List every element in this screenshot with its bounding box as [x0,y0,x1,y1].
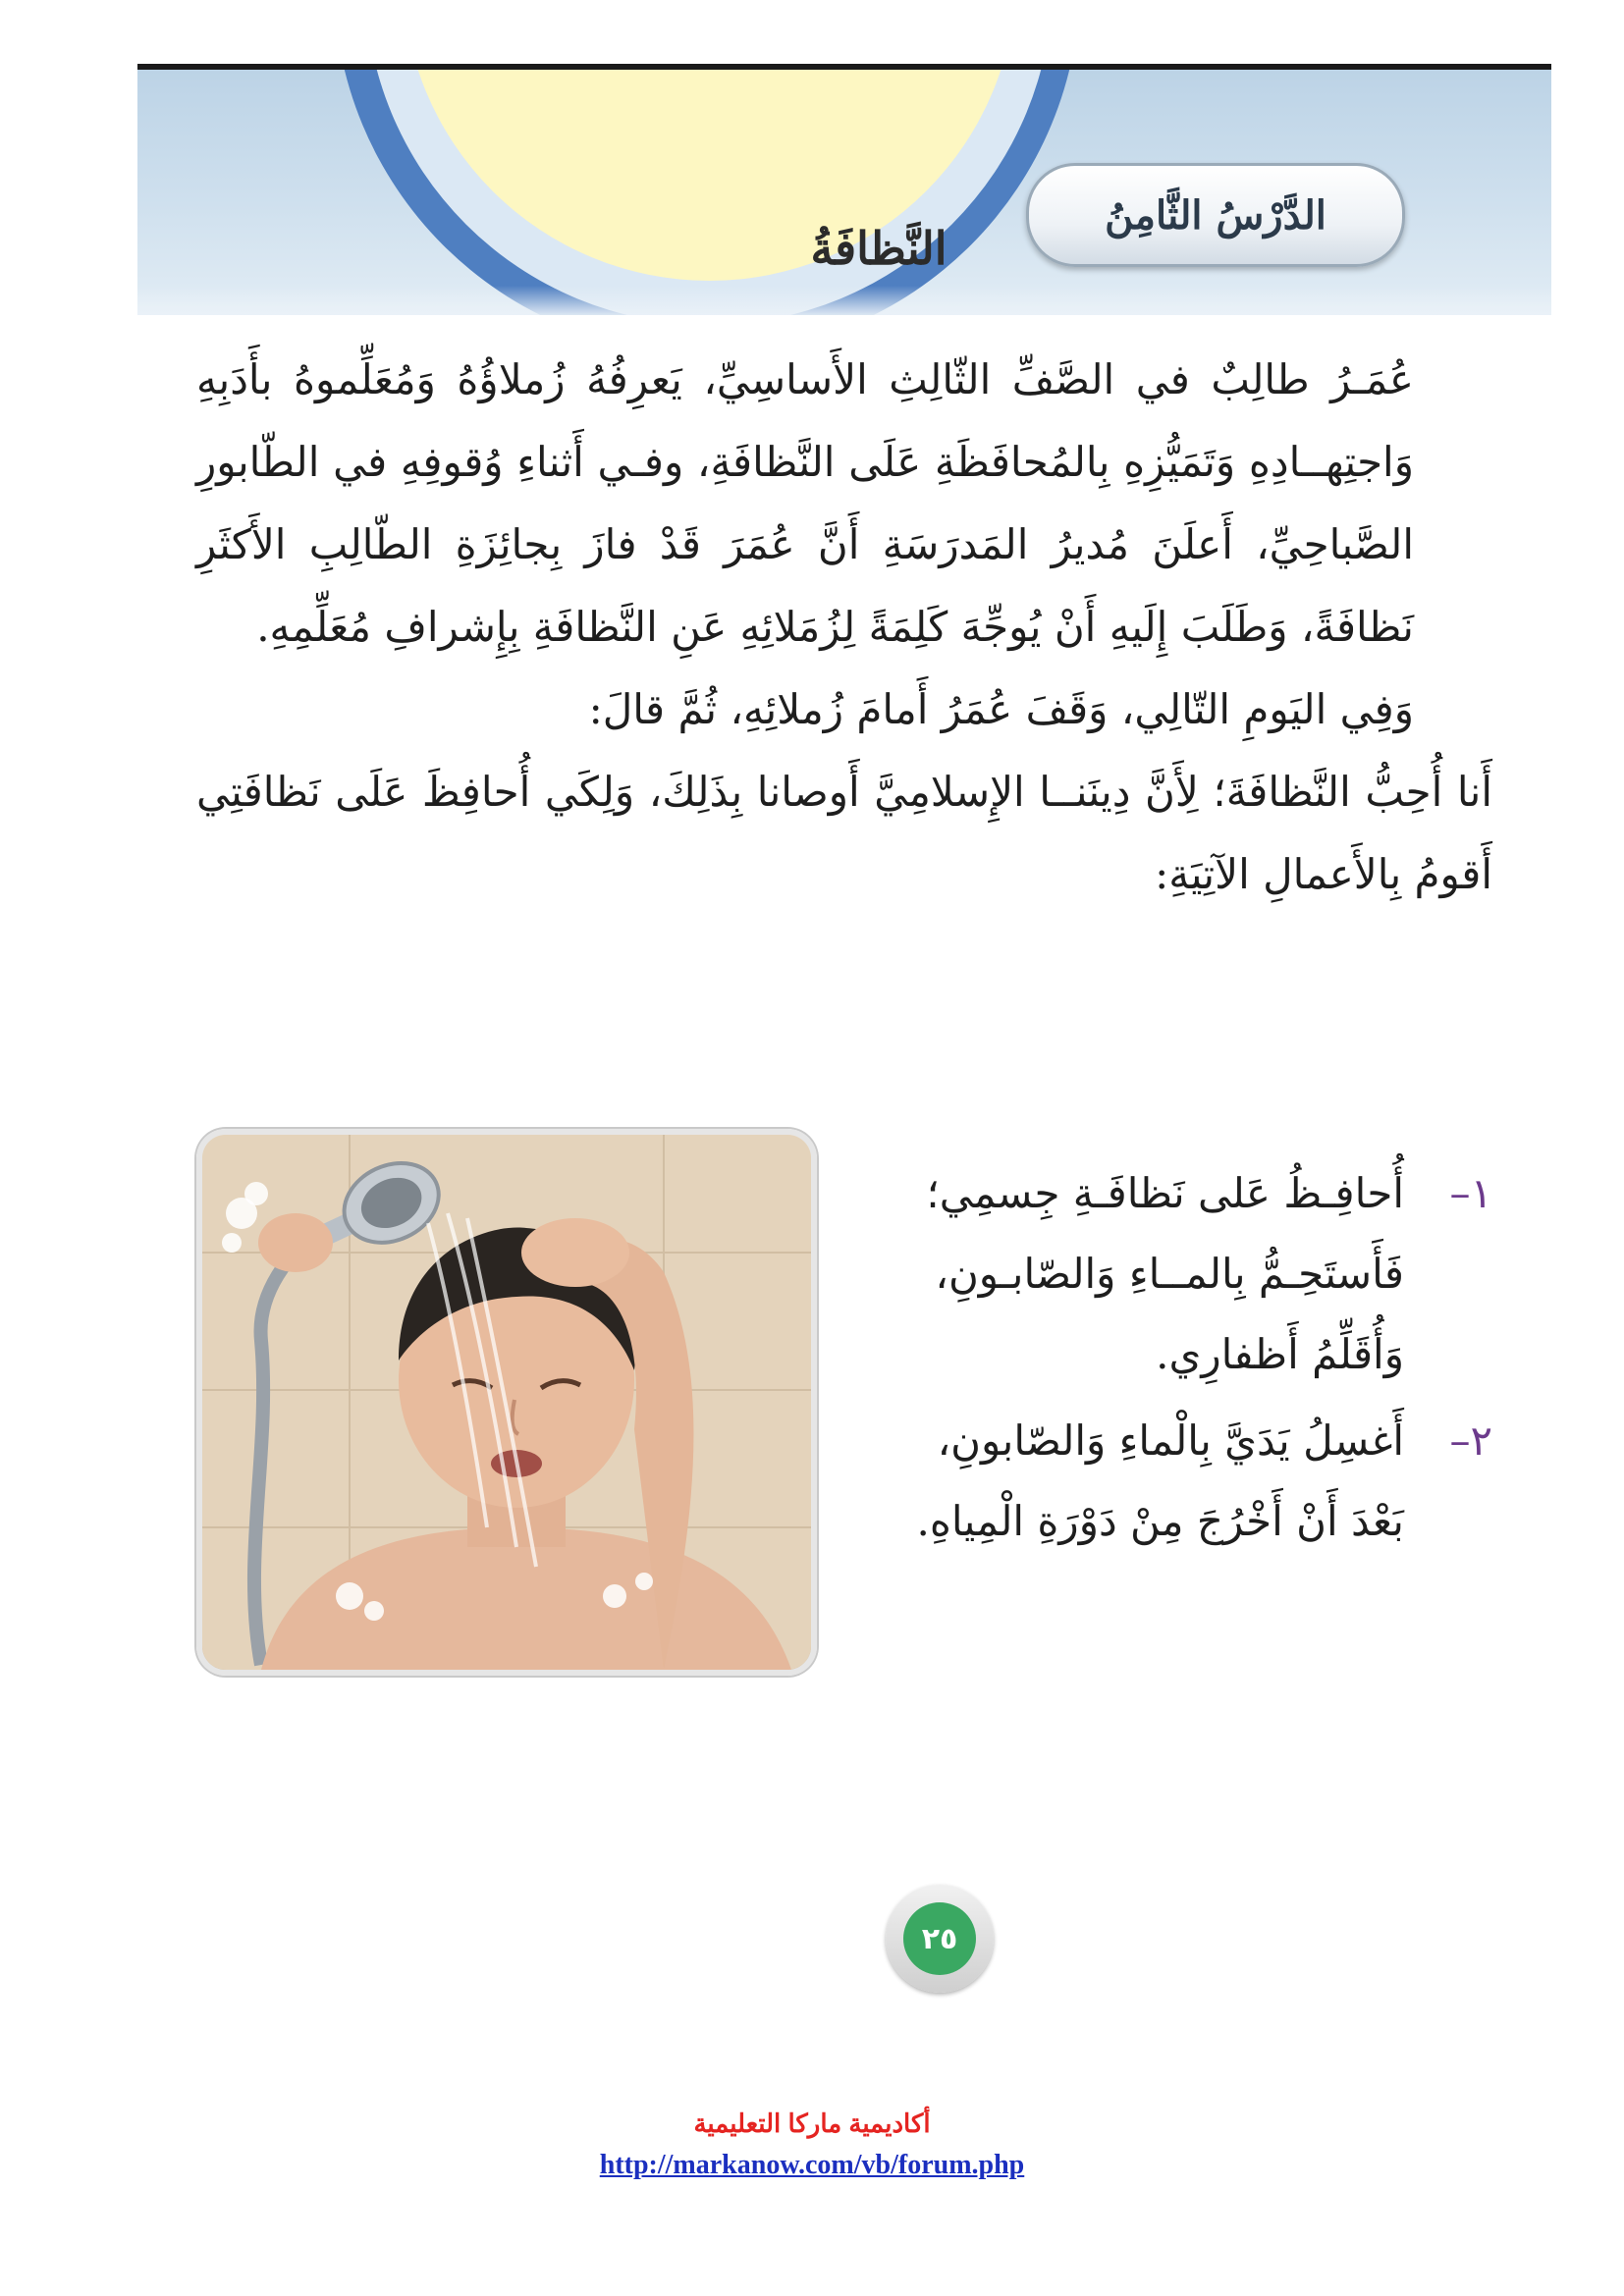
page-number-badge [886,1885,994,1993]
list-item-text [844,1401,1404,1562]
list-item-line: أُحافِـظُ عَلى نَظافَـةِ جِسمِي؛ [926,1169,1404,1217]
list-item-line: أَغسِلُ يَدَيَّ بِالْماءِ وَالصّابونِ، [937,1416,1404,1465]
footer-publisher-name: أكاديمية ماركا التعليمية [693,2109,931,2138]
footer-forum-link[interactable]: http://markanow.com/vb/forum.php [599,2150,1025,2180]
list-item [844,1401,1492,1562]
list-item-number: ٢– [1449,1416,1492,1465]
header-fade [137,286,1551,315]
list-item-line: فَأَستَحِـمُّ بِالمــاءِ وَالصّابـونِ، [935,1250,1404,1298]
paragraph-speech: أَنا أُحِبُّ النَّظافَةَ؛ لِأَنَّ دِينَنــا الإِسلامِيَّ أَوصانا بِذَلِكَ، وَلِكَي أُحافِظَ عَلَى نَظافَتِي أَقومُ بِالأَعمالِ الآتِيَةِ: [196,768,1492,898]
list-item-text [844,1153,1404,1395]
boy-showering-illustration [202,1135,811,1670]
lesson-number-label: الدَّرْسُ الثَّامِنُ [1105,191,1326,239]
lesson-body [196,339,1492,916]
textbook-page [137,64,1551,1956]
hygiene-list [844,1153,1492,1568]
list-item [844,1153,1492,1395]
lesson-header [137,64,1551,315]
paragraph-next-day: وَفِي اليَومِ التّالِي، وَقَفَ عُمَرُ أَمامَ زُملائِهِ، ثُمَّ قالَ: [588,685,1414,733]
page-number: ٢٥ [903,1902,976,1975]
list-item-number: ١– [1449,1169,1492,1217]
lesson-title: النَّظافَةُ [810,222,947,275]
lesson-number-badge [1026,163,1405,267]
shower-photo [196,1129,817,1676]
list-item-line: بَعْدَ أَنْ أَخْرُجَ مِنْ دَوْرَةِ الْمِياهِ. [916,1497,1404,1545]
paragraph-intro: عُمَـرُ طالِبٌ في الصَّفِّ الثّالِثِ الأَساسِيِّ، يَعرِفُهُ زُملاؤُهُ وَمُعَلِّموهُ بأَدَبِهِ وَاجتِهــادِهِ وَتَمَيُّزِهِ بِالمُحافَظَةِ عَلَى النَّظافَةِ، وفـي أَثناءِ وُقوفِهِ في الطّابورِ الصَّباحِيِّ، أَعلَنَ مُديرُ المَدرَسَةِ أَنَّ عُمَرَ قَدْ فازَ بِجائِزَةِ الطّالِبِ الأَكثَرِ نَظافَةً، وَطَلَبَ إِلَيهِ أَنْ يُوجِّهَ كَلِمَةً لِزُمَلائِهِ عَنِ النَّظافَةِ بِإِشرافِ مُعَلِّمِهِ. [196,355,1414,651]
list-item-line: وَأُقَلِّمُ أَظفارِي. [1156,1330,1404,1378]
